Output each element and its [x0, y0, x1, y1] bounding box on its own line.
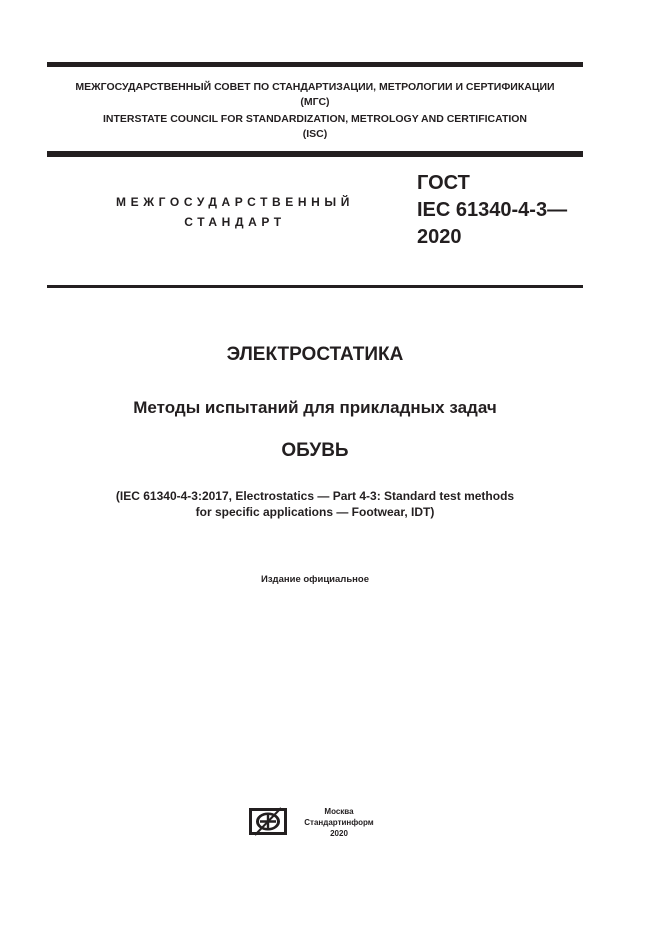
reference-line1: (IEC 61340-4-3:2017, Electrostatics — Part 4-3: Standard test methods — [115, 489, 515, 503]
publisher-name: Стандартинформ — [304, 818, 374, 827]
reference-line2: for specific applications — Footwear, IDT) — [195, 505, 435, 519]
publisher-imprint — [294, 806, 384, 839]
edition-label: Издание официальное — [261, 574, 369, 585]
standard-designation — [417, 170, 567, 251]
header-rule — [47, 151, 583, 157]
standard-kind-line1: МЕЖГОСУДАРСТВЕННЫЙ — [116, 195, 354, 209]
standard-kind — [90, 192, 380, 232]
council-en-abbr: (ISC) — [302, 128, 328, 140]
council-ru-line1: МЕЖГОСУДАРСТВЕННЫЙ СОВЕТ ПО СТАНДАРТИЗАЦИИ, МЕТРОЛОГИИ И СЕРТИФИКАЦИИ — [75, 81, 555, 93]
publisher-year: 2020 — [330, 829, 348, 838]
designation-line2: IEC 61340-4-3— — [417, 199, 568, 221]
document-subtitle: Методы испытаний для прикладных задач — [133, 398, 497, 417]
council-name-en — [47, 112, 583, 142]
publisher-city: Москва — [324, 807, 354, 816]
designation-line1: ГОСТ — [417, 172, 470, 194]
standartinform-logo-icon — [249, 806, 287, 837]
top-rule — [47, 62, 583, 67]
international-reference — [47, 488, 583, 520]
document-part-title: ОБУВЬ — [281, 440, 349, 461]
designation-line3: 2020 — [417, 226, 462, 248]
council-en-line1: INTERSTATE COUNCIL FOR STANDARDIZATION, METROLOGY AND CERTIFICATION — [102, 113, 528, 125]
council-name-ru — [47, 80, 583, 110]
document-title: ЭЛЕКТРОСТАТИКА — [226, 344, 404, 365]
council-ru-abbr: (МГС) — [300, 96, 330, 108]
standard-kind-line2: СТАНДАРТ — [184, 215, 286, 229]
designation-rule — [47, 285, 583, 288]
